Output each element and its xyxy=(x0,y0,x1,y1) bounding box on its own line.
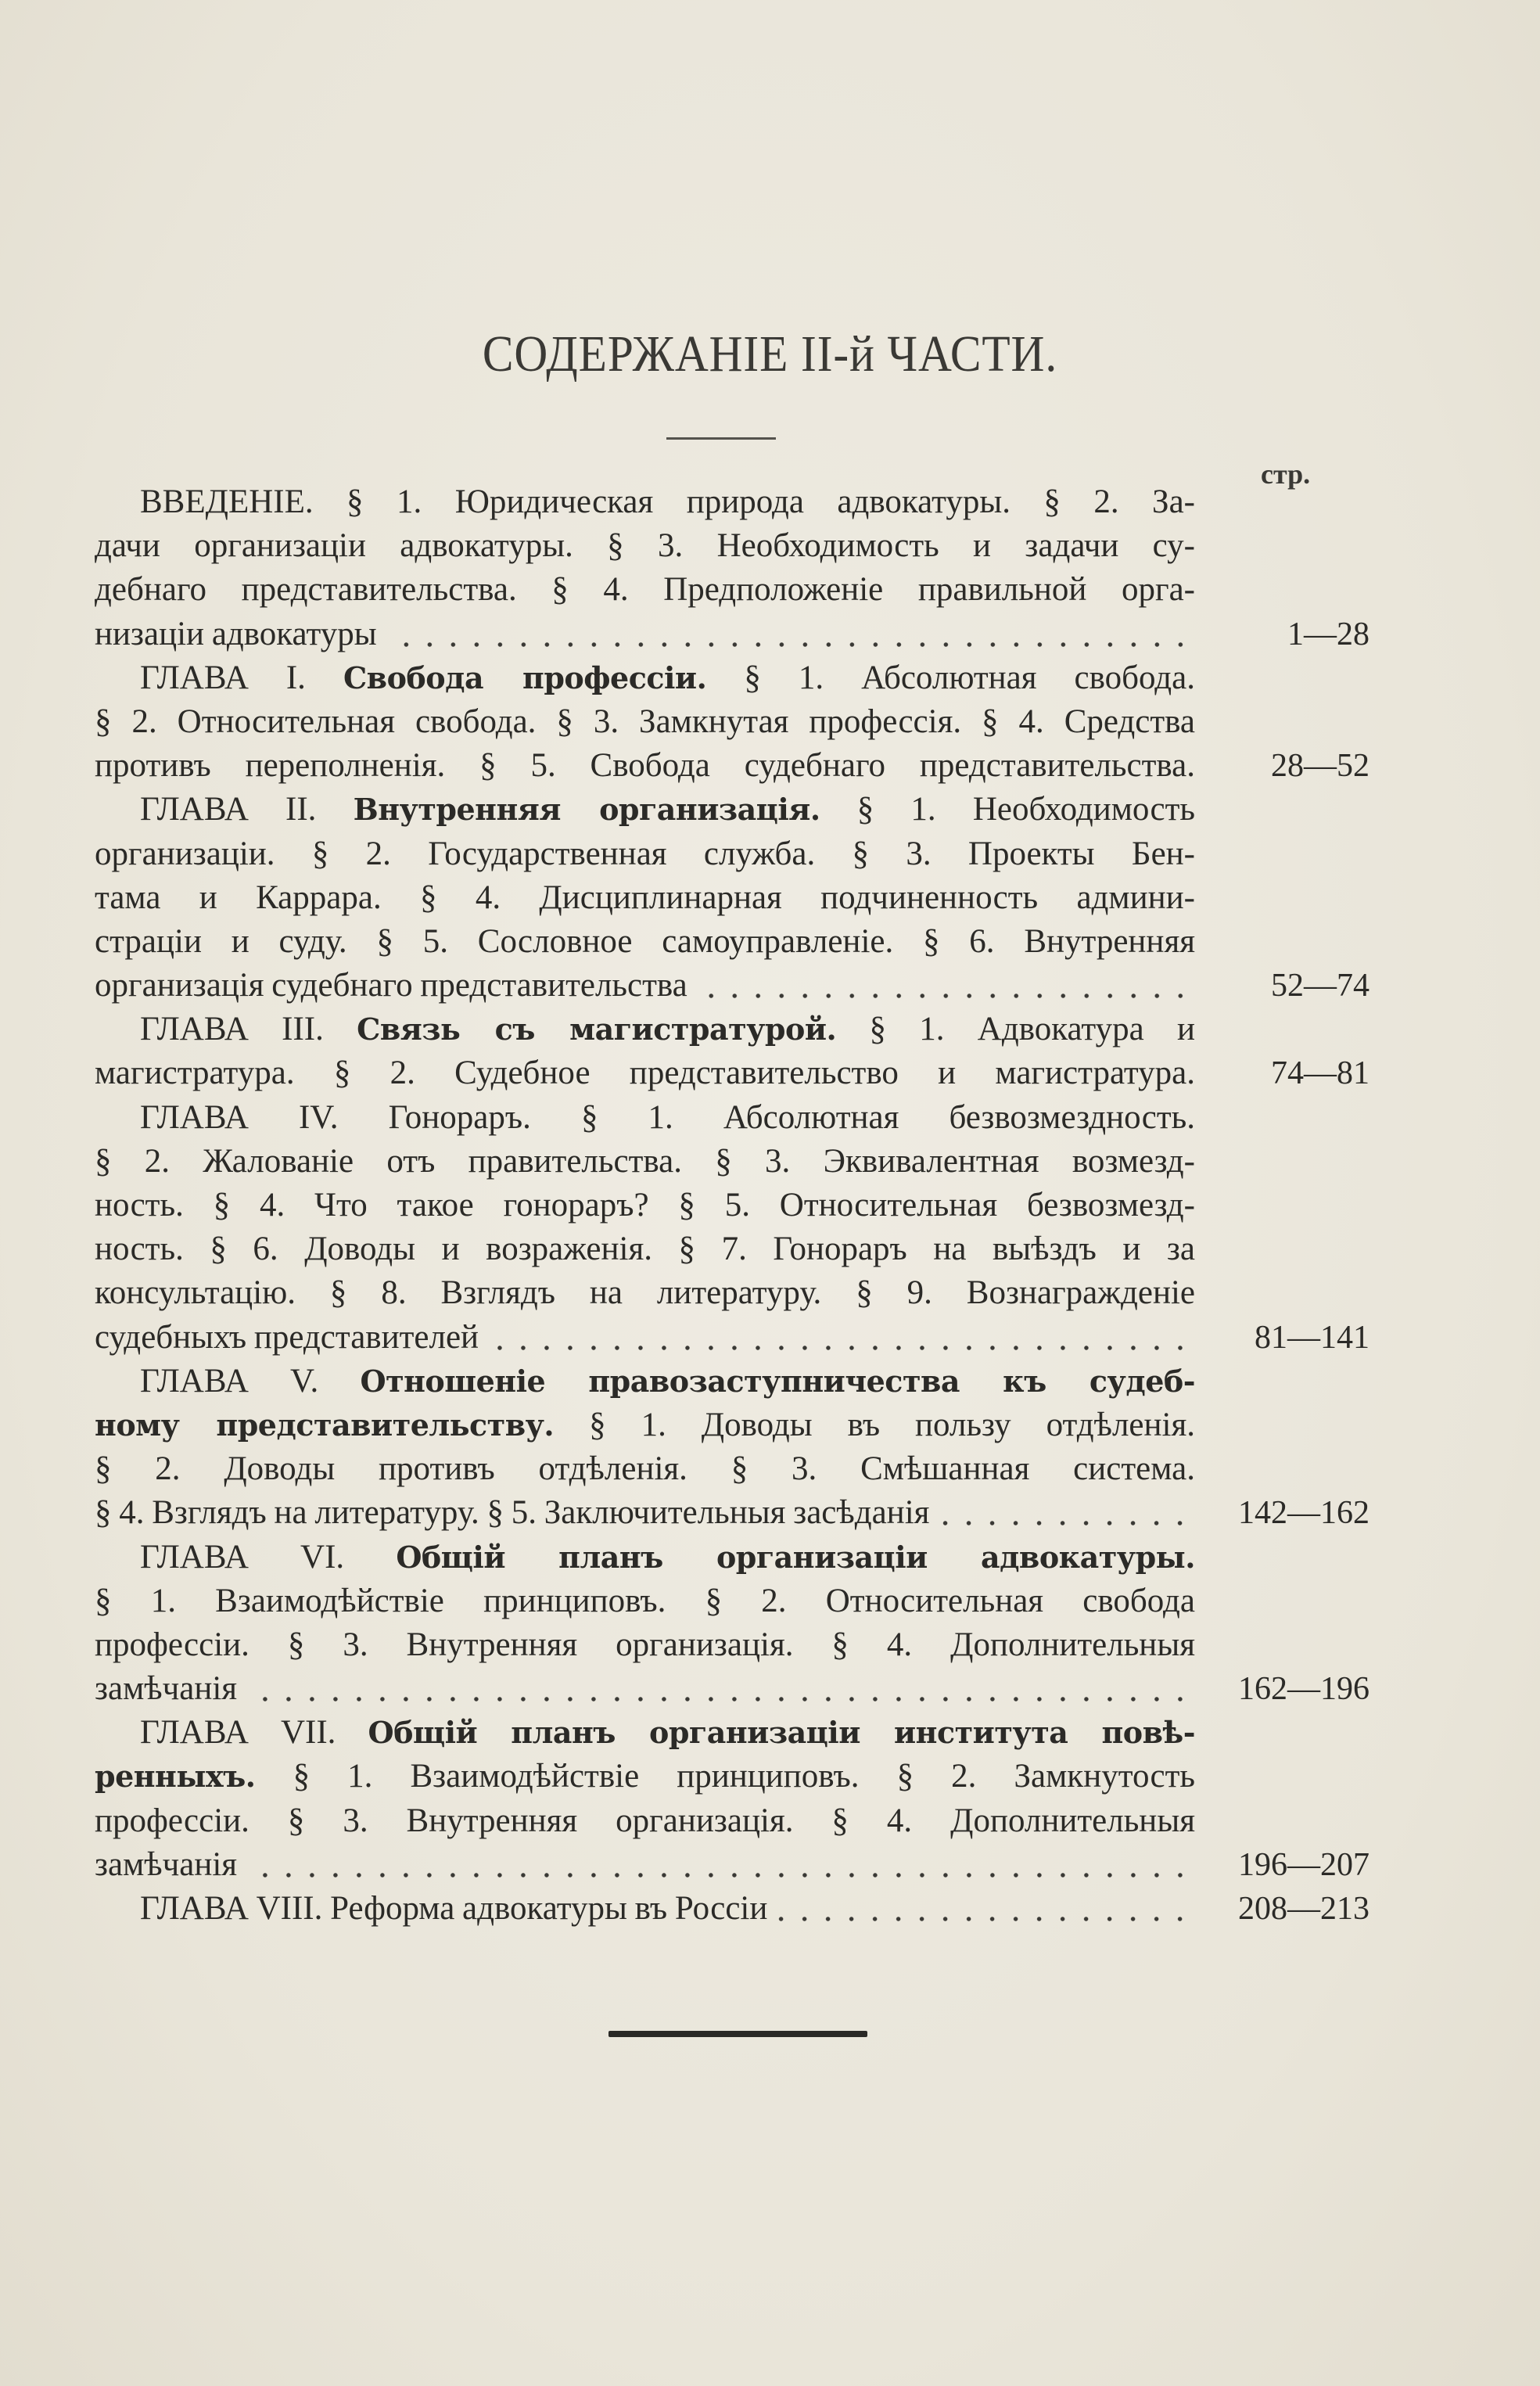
toc-text: судебныхъ представителей xyxy=(95,1318,479,1356)
toc-text: консультацію. § 8. Взглядъ на литературу. § 9. Вознагражденіе xyxy=(95,1274,1195,1312)
toc-line-content xyxy=(95,1274,1195,1311)
toc-text: ность. § 6. Доводы и возраженія. § 7. Гонораръ на выѣздъ и за xyxy=(95,1231,1195,1268)
toc-entry-line xyxy=(95,1316,1369,1360)
toc-entry-line xyxy=(95,1843,1369,1887)
toc-entry-line xyxy=(95,700,1369,744)
toc-line-content xyxy=(95,835,1195,872)
toc-line-text xyxy=(140,656,1195,700)
toc-entry-line xyxy=(95,1184,1369,1227)
toc-text: § 2. Относительная свобода. § 3. Замкнутая профессія. § 4. Средства xyxy=(95,703,1195,740)
toc-entry-heading-line xyxy=(95,1887,1369,1931)
toc-line-content xyxy=(140,1887,767,1931)
toc-line-content xyxy=(140,483,1195,520)
toc-entry-heading-line xyxy=(95,1711,1369,1755)
toc-line-text xyxy=(95,524,1195,568)
toc-text: § 1. Необходимость xyxy=(820,791,1195,828)
toc-line-content xyxy=(95,1583,1195,1619)
toc-line-content xyxy=(140,791,1195,828)
toc-line-text xyxy=(95,1579,1195,1623)
toc-line-text xyxy=(95,1271,1195,1315)
toc-line-content xyxy=(95,1802,1195,1839)
toc-entry-line xyxy=(95,964,1369,1008)
title-divider xyxy=(666,437,776,440)
toc-text: § 2. Доводы противъ отдѣленія. § 3. Смѣшанная система. xyxy=(95,1450,1195,1488)
toc-line-text xyxy=(95,876,1195,920)
toc-line-text xyxy=(140,1360,1195,1403)
toc-entry-line xyxy=(95,1799,1369,1843)
toc-line-content xyxy=(140,1363,1195,1400)
page-range: 1—28 xyxy=(1287,616,1369,652)
toc-entry-heading-line xyxy=(95,788,1369,832)
toc-line-content xyxy=(95,1231,1195,1267)
toc-entry-line xyxy=(95,744,1369,788)
toc-line-content xyxy=(95,923,1195,960)
toc-line-text xyxy=(95,613,1195,656)
dot-leader xyxy=(248,1843,1192,1887)
toc-entry-line xyxy=(95,1667,1369,1711)
toc-text: дачи организаціи адвокатуры. § 3. Необходимость и задачи су- xyxy=(95,527,1195,565)
toc-line-content xyxy=(95,527,1195,564)
dot-leader xyxy=(778,1887,1192,1931)
toc-text: ГЛАВА III. xyxy=(140,1011,357,1048)
chapter-title: Общій планъ организаціи института повѣ- xyxy=(368,1715,1195,1751)
toc-line-content xyxy=(95,1491,929,1535)
toc-entry-line xyxy=(95,1140,1369,1184)
toc-line-text xyxy=(95,1667,1195,1711)
toc-entry-line xyxy=(95,568,1369,612)
toc-text: ВВЕДЕНІЕ. § 1. Юридическая природа адвокатуры. § 2. За- xyxy=(140,483,1195,520)
toc-line-content xyxy=(140,1011,1195,1047)
end-divider xyxy=(608,2031,867,2037)
chapter-title: Связь съ магистратурой. xyxy=(357,1012,837,1047)
toc-line-text xyxy=(95,1051,1195,1095)
toc-text: организація судебнаго представительства xyxy=(95,967,687,1004)
toc-entry-heading-line xyxy=(95,1096,1369,1140)
toc-text: магистратура. § 2. Судебное представительство и магистратура. xyxy=(95,1055,1195,1092)
toc-line-text xyxy=(95,1184,1195,1227)
toc-text: ГЛАВА IV. Гонораръ. § 1. Абсолютная безвозмездность. xyxy=(140,1098,1195,1136)
toc-entry-line xyxy=(95,613,1369,656)
dot-leader xyxy=(490,1316,1192,1360)
toc-line-text xyxy=(140,1711,1195,1755)
toc-line-text xyxy=(95,1316,1195,1360)
toc-text: организаціи. § 2. Государственная служба. § 3. Проекты Бен- xyxy=(95,835,1195,872)
page-range: 142—162 xyxy=(1238,1495,1369,1532)
toc-entry-line xyxy=(95,1051,1369,1095)
toc-line-text xyxy=(95,964,1195,1008)
toc-entry-line xyxy=(95,1403,1369,1447)
toc-line-content xyxy=(95,571,1195,608)
toc-line-content xyxy=(95,1758,1195,1795)
toc-text: ГЛАВА VI. xyxy=(140,1538,397,1576)
toc-line-text xyxy=(95,1843,1195,1887)
toc-line-text xyxy=(95,744,1195,788)
toc-line-text xyxy=(95,1491,1195,1535)
page-range: 28—52 xyxy=(1271,748,1369,785)
page-range: 52—74 xyxy=(1271,968,1369,1004)
toc-text: низаціи адвокатуры xyxy=(95,615,377,652)
toc-line-content xyxy=(95,1187,1195,1224)
toc-line-content xyxy=(95,1407,1195,1443)
toc-entry-heading-line xyxy=(95,1008,1369,1051)
toc-line-content xyxy=(95,1055,1195,1091)
toc-line-text xyxy=(95,1140,1195,1184)
chapter-title: Внутренняя организація. xyxy=(353,792,820,828)
toc-line-text xyxy=(95,1447,1195,1491)
toc-line-text xyxy=(95,832,1195,876)
toc-line-content xyxy=(95,964,687,1008)
page-range: 208—213 xyxy=(1238,1891,1369,1927)
toc-text: профессіи. § 3. Внутренняя организація. § 4. Дополнительныя xyxy=(95,1626,1195,1663)
toc-entry-line xyxy=(95,1227,1369,1271)
toc-text: профессіи. § 3. Внутренняя организація. § 4. Дополнительныя xyxy=(95,1802,1195,1839)
toc-text: противъ переполненія. § 5. Свобода судебнаго представительства. xyxy=(95,747,1195,785)
toc-line-content xyxy=(140,1539,1195,1576)
toc-entry-line xyxy=(95,832,1369,876)
toc-line-text xyxy=(95,568,1195,612)
toc-text: страціи и суду. § 5. Сословное самоуправленіе. § 6. Внутренняя xyxy=(95,922,1195,960)
toc-line-content xyxy=(140,659,1195,696)
toc-line-text xyxy=(95,700,1195,744)
toc-entry-heading-line xyxy=(95,480,1369,524)
toc-line-content xyxy=(95,879,1195,916)
dot-leader xyxy=(388,613,1192,656)
toc-line-content xyxy=(95,1143,1195,1180)
toc-text: § 1. Взаимодѣйствіе принциповъ. § 2. Замкнутость xyxy=(255,1758,1195,1795)
toc-text: тама и Каррара. § 4. Дисциплинарная подчиненность админи- xyxy=(95,879,1195,916)
dot-leader xyxy=(698,964,1192,1008)
toc-line-content xyxy=(95,747,1195,784)
page-title: СОДЕРЖАНІЕ II-й ЧАСТИ. xyxy=(482,325,1058,383)
toc-line-text xyxy=(95,920,1195,964)
toc-line-content xyxy=(95,703,1195,740)
toc-text: ГЛАВА VII. xyxy=(140,1714,368,1752)
chapter-title: Свобода профессіи. xyxy=(343,659,707,695)
toc-line-content xyxy=(95,1316,479,1360)
toc-text: § 1. Абсолютная свобода. xyxy=(706,659,1195,696)
toc-text: ГЛАВА II. xyxy=(140,791,354,828)
toc-entry-line xyxy=(95,1623,1369,1667)
chapter-title: ному представительству. xyxy=(95,1407,555,1443)
toc-line-content xyxy=(140,1714,1195,1751)
toc-line-text xyxy=(140,1008,1195,1051)
toc-line-text xyxy=(140,480,1195,524)
toc-entry-line xyxy=(95,1271,1369,1315)
dot-leader xyxy=(248,1667,1192,1711)
chapter-title: Отношеніе правозаступничества къ судеб- xyxy=(360,1363,1195,1399)
toc-entry-line xyxy=(95,1755,1369,1798)
toc-line-content xyxy=(95,1450,1195,1487)
toc-entry-line xyxy=(95,920,1369,964)
toc-text: ГЛАВА V. xyxy=(140,1362,361,1400)
toc-entry-line xyxy=(95,876,1369,920)
toc-text: § 4. Взглядъ на литературу. § 5. Заключительныя засѣданія xyxy=(95,1494,930,1532)
toc-line-content xyxy=(95,1843,237,1887)
toc-text: § 2. Жалованіе отъ правительства. § 3. Эквивалентная возмезд- xyxy=(95,1142,1195,1180)
chapter-title: Общій планъ организаціи адвокатуры. xyxy=(396,1539,1195,1575)
toc-text: § 1. Адвокатура и xyxy=(836,1011,1195,1048)
toc-line-text xyxy=(95,1227,1195,1271)
toc-line-content xyxy=(95,1667,237,1711)
toc-line-text xyxy=(95,1403,1195,1447)
page-column-label: стр. xyxy=(1261,458,1311,490)
toc-text: ность. § 4. Что такое гонораръ? § 5. Относительная безвозмезд- xyxy=(95,1187,1195,1224)
toc-text: § 1. Доводы въ пользу отдѣленія. xyxy=(554,1406,1195,1443)
toc-line-content xyxy=(95,1626,1195,1663)
table-of-contents xyxy=(95,480,1369,1931)
toc-entry-line xyxy=(95,1447,1369,1491)
toc-line-text xyxy=(95,1799,1195,1843)
page-range: 162—196 xyxy=(1238,1671,1369,1708)
toc-entry-heading-line xyxy=(95,1360,1369,1403)
toc-line-text xyxy=(95,1623,1195,1667)
toc-entry-line xyxy=(95,1579,1369,1623)
toc-line-text xyxy=(140,1536,1195,1579)
toc-entry-line xyxy=(95,524,1369,568)
page-range: 74—81 xyxy=(1271,1055,1369,1092)
toc-entry-heading-line xyxy=(95,1536,1369,1579)
toc-text: замѣчанія xyxy=(95,1845,238,1883)
toc-entry-heading-line xyxy=(95,656,1369,700)
toc-line-text xyxy=(140,1096,1195,1140)
page-range: 81—141 xyxy=(1255,1319,1369,1356)
page-range: 196—207 xyxy=(1238,1846,1369,1883)
toc-text: замѣчанія xyxy=(95,1670,238,1708)
toc-line-text xyxy=(140,788,1195,832)
dot-leader xyxy=(940,1491,1192,1535)
toc-text: ГЛАВА I. xyxy=(140,659,343,696)
toc-entry-line xyxy=(95,1491,1369,1535)
toc-text: ГЛАВА VIII. Реформа адвокатуры въ Россіи xyxy=(140,1890,768,1927)
toc-line-content xyxy=(95,613,377,656)
toc-line-text xyxy=(95,1755,1195,1798)
toc-line-text xyxy=(140,1887,1195,1931)
toc-line-content xyxy=(140,1099,1195,1136)
chapter-title: ренныхъ. xyxy=(95,1759,256,1795)
toc-text: § 1. Взаимодѣйствіе принциповъ. § 2. Относительная свобода xyxy=(95,1582,1195,1619)
toc-text: дебнаго представительства. § 4. Предположеніе правильной орга- xyxy=(95,571,1195,609)
